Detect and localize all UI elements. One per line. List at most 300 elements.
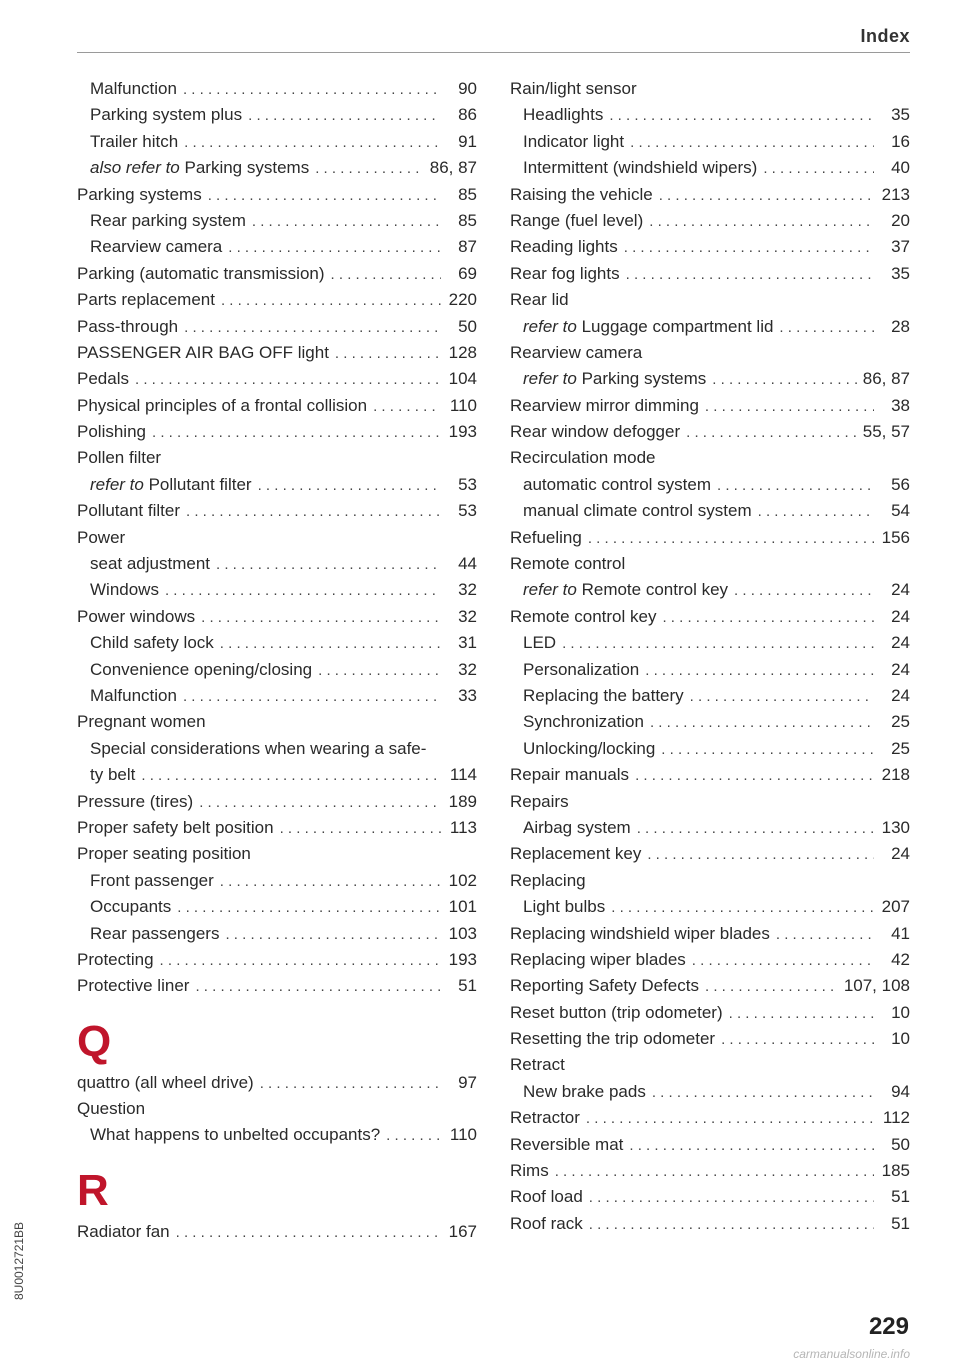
index-term: Replacing windshield wiper blades bbox=[510, 923, 770, 943]
index-term: Polishing bbox=[77, 422, 146, 442]
index-term: Trailer hitch bbox=[90, 131, 179, 151]
index-term: Reversible mat bbox=[510, 1134, 624, 1154]
index-term: Retract bbox=[510, 1055, 565, 1075]
index-subentry bbox=[510, 815, 910, 841]
index-term: Physical principles of a frontal collision bbox=[77, 395, 368, 415]
leader-dots bbox=[252, 209, 441, 235]
leader-dots bbox=[160, 948, 441, 974]
page-reference: 38 bbox=[891, 395, 910, 415]
page-reference: 207 bbox=[881, 897, 910, 917]
index-term: Parts replacement bbox=[77, 290, 215, 310]
index-term: automatic control system bbox=[523, 474, 712, 494]
leader-dots bbox=[629, 1133, 874, 1159]
index-column-right bbox=[510, 76, 910, 1237]
leader-dots bbox=[165, 578, 441, 604]
leader-dots bbox=[588, 526, 874, 552]
index-entry bbox=[77, 789, 477, 815]
page-reference: 90 bbox=[458, 79, 477, 98]
index-subentry bbox=[77, 155, 477, 181]
index-entry bbox=[77, 366, 477, 392]
index-term: Rearview camera bbox=[510, 342, 643, 362]
index-term: refer to Pollutant filter bbox=[90, 474, 252, 494]
index-subentry bbox=[510, 709, 910, 735]
leader-dots bbox=[705, 974, 838, 1000]
cross-reference-prefix: also refer to bbox=[90, 158, 180, 178]
index-subentry bbox=[510, 657, 910, 683]
index-term: Remote control key bbox=[510, 606, 657, 626]
index-entry bbox=[77, 1070, 477, 1096]
index-entry bbox=[77, 340, 477, 366]
index-term: New brake pads bbox=[523, 1081, 646, 1101]
index-subentry bbox=[510, 155, 910, 181]
index-term: Roof rack bbox=[510, 1213, 583, 1233]
leader-dots bbox=[141, 763, 441, 789]
index-subentry bbox=[77, 683, 477, 709]
index-term: Proper safety belt position bbox=[77, 817, 274, 837]
leader-dots bbox=[201, 605, 441, 631]
leader-dots bbox=[758, 499, 874, 525]
index-term: Reset button (trip odometer) bbox=[510, 1002, 723, 1022]
index-term: PASSENGER AIR BAG OFF light bbox=[77, 342, 329, 362]
leader-dots bbox=[221, 288, 441, 314]
index-term: Child safety lock bbox=[90, 633, 214, 653]
page-reference: 35 bbox=[891, 105, 910, 125]
page-reference: 104 bbox=[448, 369, 477, 389]
leader-dots bbox=[335, 341, 441, 367]
index-term: refer to Parking systems bbox=[523, 369, 707, 389]
index-term: Rear parking system bbox=[90, 210, 246, 230]
index-subentry bbox=[77, 551, 477, 577]
page-reference: 20 bbox=[891, 210, 910, 230]
index-term: seat adjustment bbox=[90, 554, 211, 574]
index-subentry bbox=[77, 630, 477, 656]
index-term: Refueling bbox=[510, 527, 582, 547]
page-reference: 91 bbox=[458, 131, 477, 151]
index-subentry bbox=[77, 129, 477, 155]
index-term: Replacement key bbox=[510, 844, 642, 864]
index-entry bbox=[77, 973, 477, 999]
index-letter-heading: R bbox=[77, 1165, 109, 1215]
page-reference: 114 bbox=[449, 765, 477, 785]
page-reference: 102 bbox=[448, 870, 477, 890]
index-term: Airbag system bbox=[523, 817, 631, 837]
index-entry bbox=[77, 604, 477, 630]
leader-dots bbox=[734, 578, 874, 604]
leader-dots bbox=[183, 684, 441, 710]
index-term: Occupants bbox=[90, 897, 172, 917]
index-entry bbox=[510, 947, 910, 973]
page-reference: 128 bbox=[448, 342, 477, 362]
index-term: Headlights bbox=[523, 105, 604, 125]
index-entry bbox=[77, 947, 477, 973]
index-term: refer to Luggage compartment lid bbox=[523, 316, 774, 336]
page-reference: 55, 57 bbox=[862, 422, 910, 442]
index-subentry bbox=[77, 234, 477, 260]
page-reference: 103 bbox=[448, 923, 477, 943]
page-reference: 51 bbox=[458, 976, 477, 996]
page-reference: 86, 87 bbox=[862, 369, 910, 389]
index-term: What happens to unbelted occupants? bbox=[90, 1125, 381, 1145]
page-reference: 32 bbox=[458, 606, 477, 626]
index-term: Raising the vehicle bbox=[510, 184, 653, 204]
page-reference: 31 bbox=[458, 633, 477, 653]
document-code: 8U0012721BB bbox=[12, 1221, 26, 1300]
index-term: Parking system plus bbox=[90, 105, 243, 125]
index-entry bbox=[510, 525, 910, 551]
index-subentry bbox=[77, 762, 477, 788]
leader-dots bbox=[555, 1159, 874, 1185]
index-term: Rear lid bbox=[510, 290, 569, 310]
index-subentry bbox=[77, 736, 477, 762]
index-term: Rearview camera bbox=[90, 237, 223, 257]
index-term: Rain/light sensor bbox=[510, 79, 637, 98]
index-entry bbox=[77, 419, 477, 445]
index-entry bbox=[77, 182, 477, 208]
index-entry bbox=[510, 419, 910, 445]
index-entry bbox=[510, 261, 910, 287]
index-entry bbox=[77, 445, 477, 471]
page-reference: 24 bbox=[891, 606, 910, 626]
page-reference: 218 bbox=[881, 765, 910, 785]
cross-reference-prefix: refer to bbox=[523, 580, 577, 600]
index-entry bbox=[77, 815, 477, 841]
page-reference: 193 bbox=[448, 949, 477, 969]
leader-dots bbox=[248, 103, 441, 129]
index-term: Power windows bbox=[77, 606, 196, 626]
index-term: Rearview mirror dimming bbox=[510, 395, 699, 415]
page-reference: 24 bbox=[891, 844, 910, 864]
index-subentry bbox=[77, 894, 477, 920]
cross-reference-prefix: refer to bbox=[523, 316, 577, 336]
page-reference: 110 bbox=[449, 395, 477, 415]
cross-reference-prefix: refer to bbox=[90, 474, 144, 494]
index-term: Indicator light bbox=[523, 131, 625, 151]
leader-dots bbox=[195, 974, 441, 1000]
index-term: Intermittent (windshield wipers) bbox=[523, 158, 758, 178]
leader-dots bbox=[586, 1106, 874, 1132]
leader-dots bbox=[686, 420, 857, 446]
page-reference: 28 bbox=[891, 316, 910, 336]
index-term: ty belt bbox=[90, 765, 136, 785]
watermark-text: carmanualsonline.info bbox=[793, 1347, 910, 1361]
index-term: Roof load bbox=[510, 1187, 583, 1207]
page-reference: 51 bbox=[891, 1213, 910, 1233]
leader-dots bbox=[220, 869, 441, 895]
index-term: Resetting the trip odometer bbox=[510, 1029, 716, 1049]
page-reference: 156 bbox=[881, 527, 910, 547]
page-reference: 24 bbox=[891, 580, 910, 600]
leader-dots bbox=[176, 1220, 441, 1246]
page-reference: 213 bbox=[881, 184, 910, 204]
index-term: Parking (automatic transmission) bbox=[77, 263, 325, 283]
leader-dots bbox=[729, 1001, 874, 1027]
leader-dots bbox=[220, 631, 441, 657]
page-reference: 16 bbox=[891, 131, 910, 151]
index-entry bbox=[510, 1132, 910, 1158]
leader-dots bbox=[705, 394, 874, 420]
index-subentry bbox=[77, 868, 477, 894]
leader-dots bbox=[199, 790, 441, 816]
page-reference: 32 bbox=[458, 659, 477, 679]
index-entry bbox=[510, 551, 910, 577]
leader-dots bbox=[228, 235, 441, 261]
leader-dots bbox=[692, 948, 874, 974]
index-entry bbox=[77, 314, 477, 340]
index-subentry bbox=[510, 894, 910, 920]
index-term: Personalization bbox=[523, 659, 640, 679]
index-term: Question bbox=[77, 1099, 146, 1119]
index-term: Pass-through bbox=[77, 316, 179, 336]
page-reference: 220 bbox=[448, 290, 477, 310]
page-reference: 69 bbox=[458, 263, 477, 283]
index-term: Radiator fan bbox=[77, 1221, 170, 1241]
page-reference: 53 bbox=[458, 474, 477, 494]
page-reference: 86 bbox=[458, 105, 477, 125]
index-term: Unlocking/locking bbox=[523, 738, 656, 758]
page-reference: 44 bbox=[458, 554, 477, 574]
page-reference: 94 bbox=[891, 1081, 910, 1101]
index-term: Replacing the battery bbox=[523, 685, 684, 705]
index-entry bbox=[510, 1184, 910, 1210]
leader-dots bbox=[637, 816, 874, 842]
leader-dots bbox=[225, 922, 441, 948]
leader-dots bbox=[216, 552, 441, 578]
index-entry bbox=[77, 498, 477, 524]
index-term: Malfunction bbox=[90, 685, 177, 705]
index-term: Reporting Safety Defects bbox=[510, 976, 699, 996]
index-entry bbox=[510, 340, 910, 366]
index-subentry bbox=[510, 129, 910, 155]
page-reference: 86, 87 bbox=[429, 158, 477, 178]
index-subentry bbox=[77, 208, 477, 234]
leader-dots bbox=[662, 605, 874, 631]
index-term: Repair manuals bbox=[510, 765, 630, 785]
leader-dots bbox=[721, 1027, 874, 1053]
leader-dots bbox=[763, 156, 874, 182]
index-subentry bbox=[510, 472, 910, 498]
index-term: Rear fog lights bbox=[510, 263, 620, 283]
index-entry bbox=[510, 208, 910, 234]
leader-dots bbox=[135, 367, 441, 393]
page-reference: 33 bbox=[458, 685, 477, 705]
leader-dots bbox=[562, 631, 874, 657]
page-reference: 25 bbox=[891, 738, 910, 758]
index-entry bbox=[510, 921, 910, 947]
index-entry bbox=[510, 762, 910, 788]
index-term: Replacing bbox=[510, 870, 586, 890]
leader-dots bbox=[611, 895, 874, 921]
page-reference: 87 bbox=[458, 237, 477, 257]
index-subentry bbox=[77, 921, 477, 947]
leader-dots bbox=[652, 1080, 874, 1106]
index-entry bbox=[510, 604, 910, 630]
index-subentry bbox=[510, 366, 910, 392]
index-letter-heading: Q bbox=[77, 1016, 112, 1066]
index-term: Front passenger bbox=[90, 870, 214, 890]
index-entry bbox=[510, 868, 910, 894]
leader-dots bbox=[184, 315, 441, 341]
leader-dots bbox=[690, 684, 874, 710]
index-subentry bbox=[77, 472, 477, 498]
index-term: Synchronization bbox=[523, 712, 644, 732]
index-term: Pollen filter bbox=[77, 448, 162, 468]
leader-dots bbox=[373, 394, 441, 420]
index-subentry bbox=[510, 102, 910, 128]
index-subentry bbox=[77, 76, 477, 102]
index-entry bbox=[510, 1158, 910, 1184]
leader-dots bbox=[186, 499, 441, 525]
index-subentry bbox=[77, 577, 477, 603]
index-term: Special considerations when wearing a safe- bbox=[90, 738, 427, 758]
leader-dots bbox=[386, 1123, 441, 1149]
index-subentry bbox=[510, 1079, 910, 1105]
index-entry bbox=[510, 1000, 910, 1026]
index-subentry bbox=[510, 577, 910, 603]
index-term: Convenience opening/closing bbox=[90, 659, 313, 679]
page-reference: 42 bbox=[891, 949, 910, 969]
page-reference: 110 bbox=[449, 1125, 477, 1145]
index-subentry bbox=[510, 736, 910, 762]
index-term: Replacing wiper blades bbox=[510, 949, 686, 969]
index-entry bbox=[77, 261, 477, 287]
page-reference: 35 bbox=[891, 263, 910, 283]
leader-dots bbox=[650, 710, 874, 736]
leader-dots bbox=[659, 183, 874, 209]
leader-dots bbox=[318, 658, 441, 684]
leader-dots bbox=[260, 1071, 441, 1097]
section-title: Index bbox=[860, 26, 910, 46]
leader-dots bbox=[779, 315, 874, 341]
index-term: Retractor bbox=[510, 1108, 580, 1128]
index-term: Remote control bbox=[510, 554, 626, 574]
leader-dots bbox=[624, 235, 874, 261]
cross-reference-prefix: refer to bbox=[523, 369, 577, 389]
index-term: Rear passengers bbox=[90, 923, 220, 943]
leader-dots bbox=[280, 816, 441, 842]
leader-dots bbox=[152, 420, 441, 446]
page-reference: 50 bbox=[891, 1134, 910, 1154]
page-reference: 189 bbox=[448, 791, 477, 811]
leader-dots bbox=[647, 842, 874, 868]
leader-dots bbox=[177, 895, 441, 921]
index-term: Pregnant women bbox=[77, 712, 206, 732]
page-reference: 24 bbox=[891, 633, 910, 653]
index-term: Malfunction bbox=[90, 79, 177, 98]
page-reference: 107, 108 bbox=[843, 976, 910, 996]
index-subentry bbox=[510, 630, 910, 656]
index-entry bbox=[77, 1096, 477, 1122]
index-entry bbox=[77, 709, 477, 735]
page-reference: 185 bbox=[881, 1161, 910, 1181]
page-reference: 41 bbox=[891, 923, 910, 943]
index-term: Windows bbox=[90, 580, 159, 600]
page-reference: 101 bbox=[448, 897, 477, 917]
index-term: Reading lights bbox=[510, 237, 618, 257]
page-reference: 113 bbox=[449, 817, 477, 837]
page-reference: 85 bbox=[458, 210, 477, 230]
index-term: Protecting bbox=[77, 949, 154, 969]
page-reference: 50 bbox=[458, 316, 477, 336]
leader-dots bbox=[635, 763, 874, 789]
index-subentry bbox=[77, 1122, 477, 1148]
index-term: Repairs bbox=[510, 791, 569, 811]
index-entry bbox=[77, 1219, 477, 1245]
index-entry bbox=[510, 1026, 910, 1052]
index-subentry bbox=[510, 314, 910, 340]
index-entry bbox=[77, 287, 477, 313]
index-term: Pressure (tires) bbox=[77, 791, 194, 811]
page-reference: 97 bbox=[458, 1072, 477, 1092]
page-reference: 54 bbox=[891, 501, 910, 521]
page-reference: 130 bbox=[881, 817, 910, 837]
index-subentry bbox=[77, 102, 477, 128]
index-term: Range (fuel level) bbox=[510, 210, 644, 230]
index-entry bbox=[510, 1211, 910, 1237]
index-entry bbox=[510, 182, 910, 208]
leader-dots bbox=[717, 473, 874, 499]
index-entry bbox=[510, 287, 910, 313]
index-term: Light bulbs bbox=[523, 897, 606, 917]
index-entry bbox=[510, 789, 910, 815]
leader-dots bbox=[331, 262, 441, 288]
page-reference: 32 bbox=[458, 580, 477, 600]
page-reference: 25 bbox=[891, 712, 910, 732]
leader-dots bbox=[208, 183, 441, 209]
index-term: Pollutant filter bbox=[77, 501, 180, 521]
index-entry bbox=[77, 525, 477, 551]
leader-dots bbox=[258, 473, 441, 499]
page-reference: 10 bbox=[891, 1002, 910, 1022]
index-subentry bbox=[77, 657, 477, 683]
index-entry bbox=[77, 393, 477, 419]
page-reference: 24 bbox=[891, 659, 910, 679]
page-reference: 53 bbox=[458, 501, 477, 521]
leader-dots bbox=[661, 737, 874, 763]
index-term: Rims bbox=[510, 1161, 549, 1181]
index-term: manual climate control system bbox=[523, 501, 752, 521]
leader-dots bbox=[609, 103, 874, 129]
page-reference: 56 bbox=[891, 474, 910, 494]
header-rule bbox=[77, 52, 910, 53]
page-reference: 167 bbox=[448, 1221, 477, 1241]
index-term: quattro (all wheel drive) bbox=[77, 1072, 254, 1092]
index-term: Pedals bbox=[77, 369, 129, 389]
index-subentry bbox=[510, 683, 910, 709]
leader-dots bbox=[712, 367, 856, 393]
leader-dots bbox=[645, 658, 874, 684]
leader-dots bbox=[776, 922, 874, 948]
index-subentry bbox=[510, 498, 910, 524]
page-reference: 85 bbox=[458, 184, 477, 204]
index-term: refer to Remote control key bbox=[523, 580, 729, 600]
leader-dots bbox=[630, 130, 874, 156]
index-entry bbox=[510, 841, 910, 867]
index-entry bbox=[510, 1105, 910, 1131]
index-term: LED bbox=[523, 633, 557, 653]
page-reference: 40 bbox=[891, 158, 910, 178]
leader-dots bbox=[626, 262, 874, 288]
index-term: Power bbox=[77, 527, 126, 547]
index-term: Proper seating position bbox=[77, 844, 251, 864]
index-entry bbox=[77, 841, 477, 867]
index-term: Recirculation mode bbox=[510, 448, 656, 468]
leader-dots bbox=[589, 1212, 874, 1238]
index-entry bbox=[510, 234, 910, 260]
index-entry bbox=[510, 445, 910, 471]
leader-dots bbox=[184, 130, 441, 156]
index-entry bbox=[510, 76, 910, 102]
page-reference: 112 bbox=[882, 1108, 910, 1128]
